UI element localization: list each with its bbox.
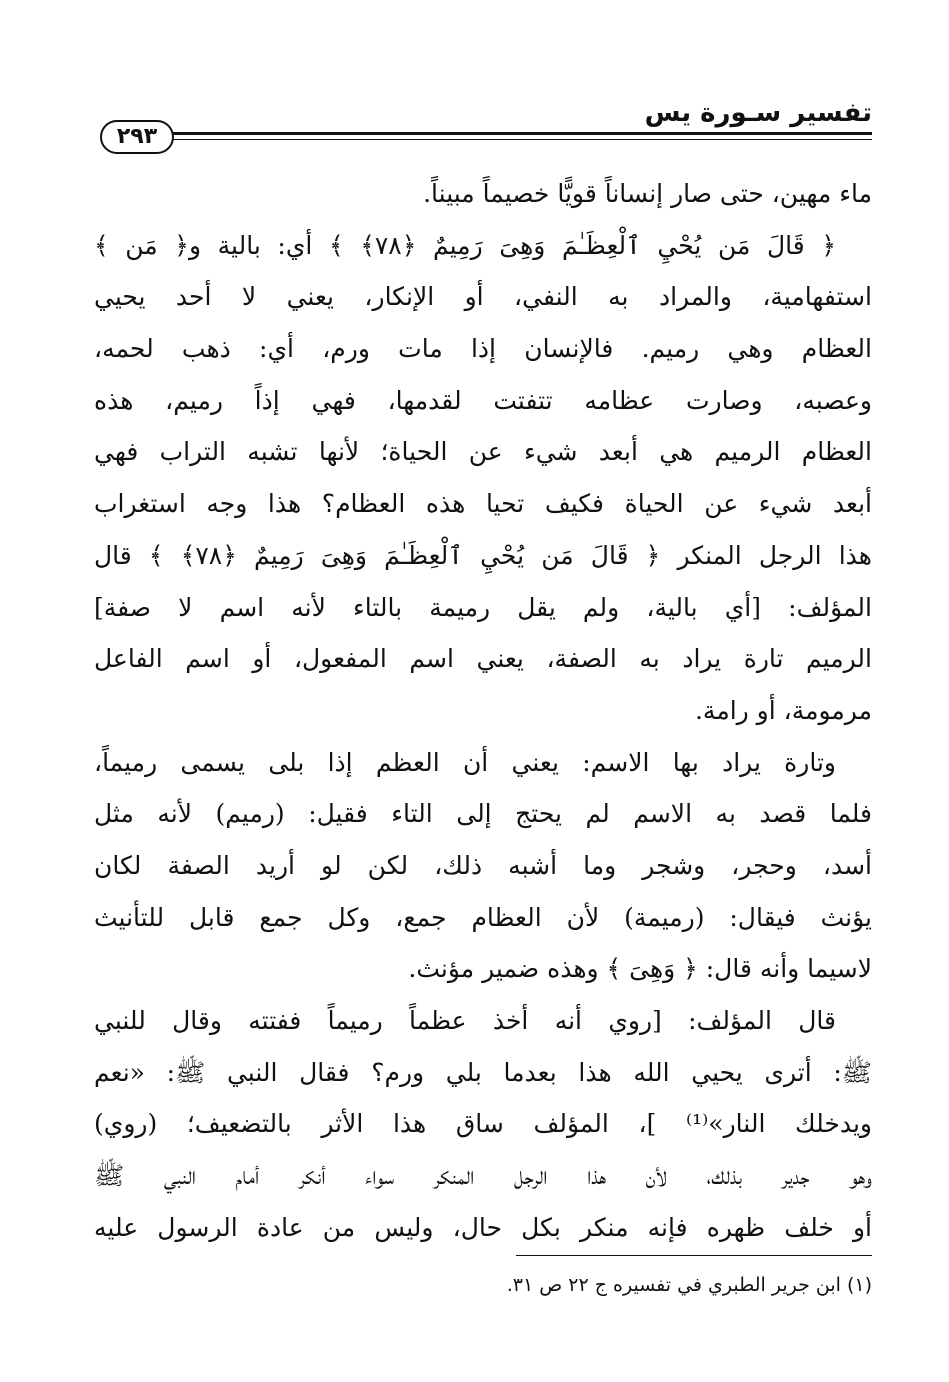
page-header: [100, 98, 872, 148]
header-rule-thick: [164, 132, 872, 135]
text-line: مرمومة، أو رامة.: [694, 695, 872, 725]
text-line: العظام وهي رميم. فالإنسان إذا مات ورم، أي: ذهب لحمه،: [94, 334, 872, 364]
text-line: أو خلف ظهره فإنه منكر بكل حال، وليس من عادة الرسول عليه: [94, 1212, 872, 1242]
text-line: استفهامية، والمراد به النفي، أو الإنكار، يعني لا أحد يحيي: [94, 282, 872, 312]
text-line: وعصبه، وصارت عظامه تتفتت لقدمها، فهي إذاً رميم، هذه: [94, 385, 872, 415]
header-rule-thin: [164, 139, 872, 140]
text-line: فلما قصد به الاسم لم يحتج إلى التاء فقيل: (رميم) لأنه مثل: [94, 799, 872, 829]
body-text: [94, 168, 872, 1248]
text-line: ﷺ: أترى يحيي الله هذا بعدما بلي ورم؟ فقال النبي ﷺ: «نعم: [94, 1057, 872, 1087]
text-line: يؤنث فيقال: (رميمة) لأن العظام جمع، وكل جمع قابل للتأنيث: [94, 902, 872, 932]
text-line: أبعد شيء عن الحياة فكيف تحيا هذه العظام؟ هذا وجه استغراب: [94, 489, 872, 519]
text-line: ماء مهين، حتى صار إنساناً قويًّا خصيماً مبيناً.: [423, 179, 872, 208]
footnote: (١) ابن جرير الطبري في تفسيره ج ٢٢ ص ٣١.: [506, 1274, 872, 1296]
text-line: قال المؤلف: [روي أنه أخذ عظماً رميماً ففتته وقال للنبي: [94, 1006, 836, 1035]
text-line: أسد، وحجر، وشجر وما أشبه ذلك، لكن لو أريد الصفة لكان: [94, 850, 872, 880]
footnote-separator: [516, 1255, 872, 1256]
text-line: المؤلف: [أي بالية، ولم يقل رميمة بالتاء لأنه اسم لا صفة]: [94, 592, 872, 622]
text-line: العظام الرميم هي أبعد شيء عن الحياة؛ لأنها تشبه التراب فهي: [94, 437, 872, 467]
text-line: ويدخلك النار»⁽¹⁾ ]، المؤلف ساق هذا الأثر بالتضعيف؛ (روي): [94, 1109, 872, 1139]
text-line: وتارة يراد بها الاسم: يعني أن العظم إذا بلى يسمى رميماً،: [94, 747, 836, 777]
running-title: تفسير سـورة يس: [644, 98, 872, 128]
text-line: الرميم تارة يراد به الصفة، يعني اسم المفعول، أو اسم الفاعل: [94, 644, 872, 674]
text-line: لاسيما وأنه قال: ﴿ وَهِىَ ﴾ وهذه ضمير مؤنث.: [408, 954, 872, 984]
text-line: هذا الرجل المنكر ﴿ قَالَ مَن يُحْيِ ٱلْعِظَـٰمَ وَهِىَ رَمِيمٌ ﴿٧٨﴾ ﴾ قال: [94, 540, 872, 570]
text-line: ﴿ قَالَ مَن يُحْيِ ٱلْعِظَـٰمَ وَهِىَ رَمِيمٌ ﴿٧٨﴾ ﴾ أي: بالية و﴿ مَن ﴾: [94, 230, 836, 260]
page-number: ٢٩٣: [100, 120, 174, 154]
text-line: وهو جدير بذلك، لأن هذا الرجل المنكر سواء أنكر أمام النبي ﷺ: [94, 1161, 872, 1191]
